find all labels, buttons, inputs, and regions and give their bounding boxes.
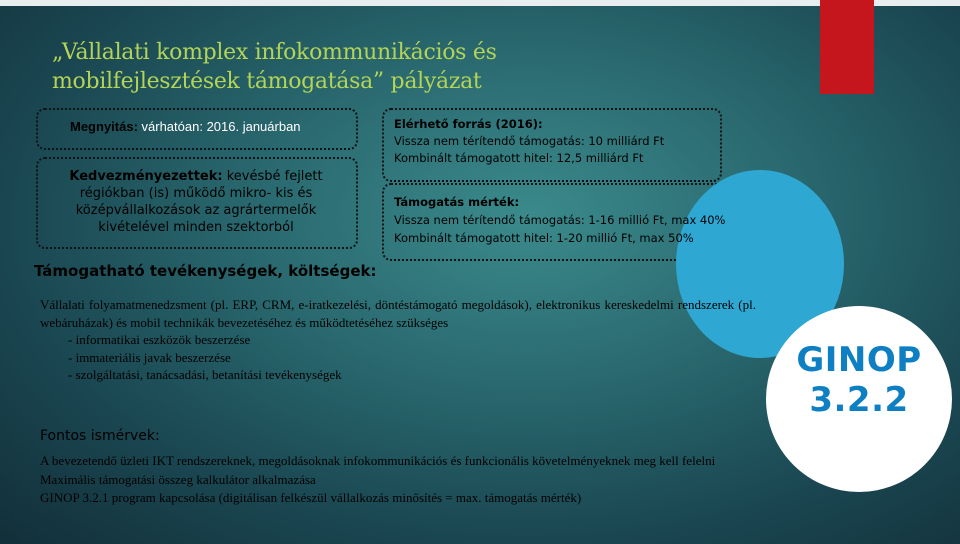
facts-line-requirements: A bevezetendő üzleti IKT rendszereknek, megoldásoknak infokommunikációs és funkcionális követelményeknek meg kell felelni: [40, 453, 716, 468]
opening-text: [70, 119, 301, 134]
facts-heading: Fontos ismérvek:: [40, 428, 160, 444]
beneficiaries-value: kevésbé fejlett régiókban (is) működő mikro- kis és középvállalkozások az agrártermelők kivételével minden szektorból: [75, 169, 323, 235]
activities-section: [40, 296, 756, 384]
slide-title: „Vállalati komplex infokommunikációs és mobilfejlesztések támogatása” pályázat: [52, 40, 497, 94]
facts-section: [40, 452, 756, 508]
list-item: - szolgáltatási, tanácsadási, betanítási tevékenységek: [68, 367, 342, 382]
rate-line-grant: Vissza nem térítendő támogatás: 1-16 millió Ft, max 40%: [394, 213, 726, 227]
opening-value: várhatóan: 2016. januárban: [137, 119, 301, 134]
facts-line-calculator: Maximális támogatási összeg kalkulátor alkalmazása: [40, 471, 316, 487]
ginop-badge: [766, 306, 952, 492]
rate-line-loan: Kombinált támogatott hitel: 1-20 millió Ft, max 50%: [394, 231, 694, 245]
list-item: - immateriális javak beszerzése: [68, 349, 231, 365]
badge-line-program: GINOP: [796, 340, 922, 380]
rate-text: [394, 193, 764, 247]
source-line-grant: Vissza nem térítendő támogatás: 10 milliárd Ft: [394, 134, 665, 148]
activities-heading: Támogatható tevékenységek, költségek:: [34, 262, 377, 280]
source-text: [394, 116, 724, 167]
opening-label: Megnyitás:: [70, 119, 138, 134]
badge-line-number: 3.2.2: [809, 380, 909, 420]
rate-heading: Támogatás mérték:: [394, 195, 520, 209]
list-item: - informatikai eszközök beszerzése: [68, 332, 251, 347]
top-border-strip: [0, 0, 960, 6]
red-accent-bar: [820, 0, 874, 94]
source-heading: Elérhető forrás (2016):: [394, 117, 543, 131]
beneficiaries-label: Kedvezményezettek:: [69, 169, 223, 184]
facts-line-ginop321: GINOP 3.2.1 program kapcsolása (digitálisan felkészül vállalkozás minősítés = max. támogatás mérték): [40, 490, 582, 505]
activities-intro: Vállalati folyamatmenedzsment (pl. ERP, CRM, e-iratkezelési, döntéstámogató megoldások), elektronikus kereskedelmi rendszerek (pl. webáruházak) és mobil technikák bevezetéséhez és működtetéséhez szükséges: [40, 297, 756, 330]
activities-list: [40, 331, 756, 384]
source-line-loan: Kombinált támogatott hitel: 12,5 milliárd Ft: [394, 151, 644, 165]
beneficiaries-text: [48, 168, 344, 236]
